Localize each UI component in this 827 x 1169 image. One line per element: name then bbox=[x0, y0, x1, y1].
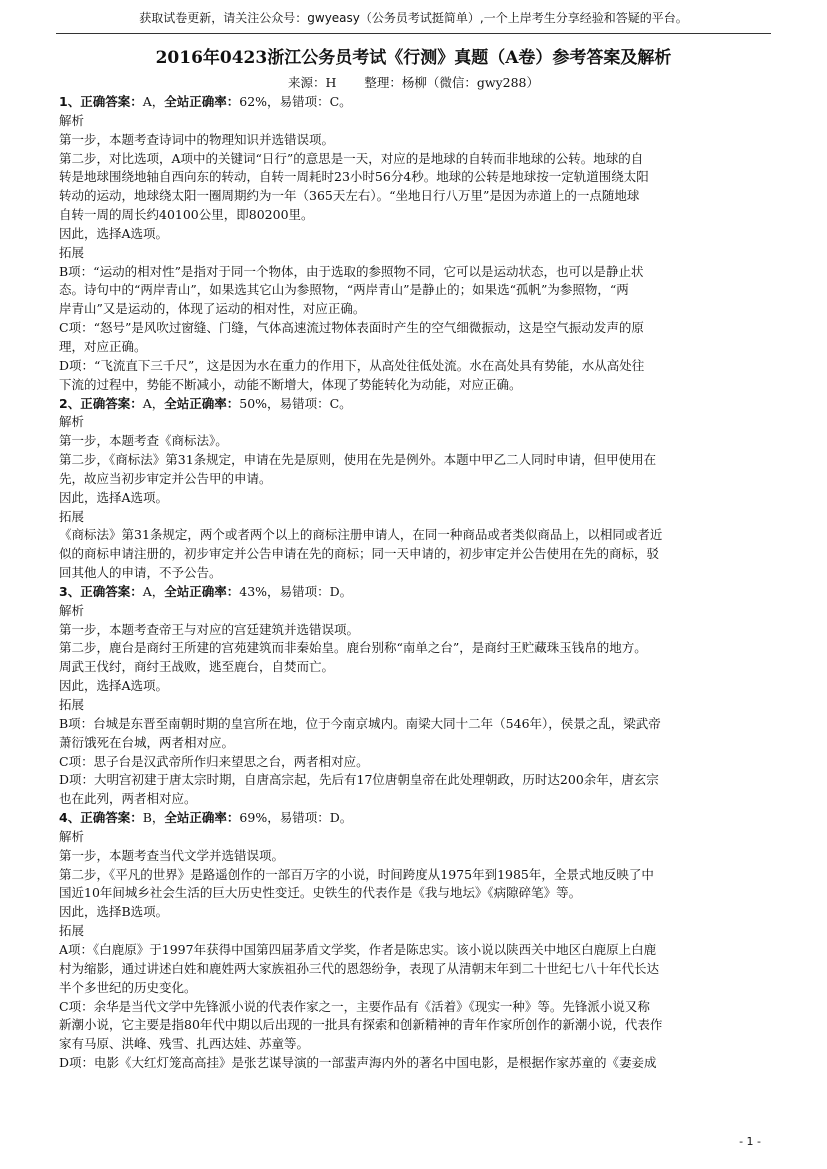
error-label: 易错项： bbox=[279, 583, 330, 599]
explanation-line: B项：台城是东晋至南朝时期的皇宫所在地，位于今南京城内。南梁大同十二年（546年），侯景之乱，梁武帝 bbox=[59, 715, 661, 731]
explanation-line: 第一步，本题考查诗词中的物理知识并选错误项。 bbox=[59, 131, 335, 147]
explanation-line: 第二步，《商标法》第31条规定，申请在先是原则，使用在先是例外。本题中甲乙二人同时申请，但甲使用在 bbox=[59, 452, 657, 468]
explanation-line: 第二步，鹿台是商纣王所建的宫苑建筑而非秦始皇。鹿台别称“南单之台”，是商纣王贮藏珠玉钱帛的地方。 bbox=[59, 640, 647, 656]
explanation-line: D项：电影《大红灯笼高高挂》是张艺谋导演的一部蜚声海内外的著名中国电影，是根据作家苏童的《妻妾成 bbox=[59, 1055, 657, 1071]
question-header bbox=[59, 395, 769, 414]
question-block bbox=[59, 583, 769, 809]
rate-label: 全站正确率： bbox=[164, 94, 240, 109]
document-title: 2016年0423浙江公务员考试《行测》真题（A卷）参考答案及解析 bbox=[155, 48, 672, 68]
explanation-line: 周武王伐纣，商纣王战败，逃至鹿台，自焚而亡。 bbox=[59, 659, 335, 675]
explanation-line: 第一步，本题考查当代文学并选错误项。 bbox=[59, 847, 285, 863]
explanation-line: 下流的过程中，势能不断减小，动能不断增大，体现了势能转化为动能，对应正确。 bbox=[59, 376, 522, 392]
explanation-line: 第一步，本题考查帝王与对应的宫廷建筑并选错误项。 bbox=[59, 621, 360, 637]
error-value: C。 bbox=[329, 94, 352, 109]
answer-label: 正确答案： bbox=[80, 395, 143, 411]
question-block bbox=[59, 93, 769, 395]
answer-explanations bbox=[59, 93, 769, 1073]
question-number: 2、 bbox=[59, 395, 81, 411]
error-value: D。 bbox=[329, 810, 353, 826]
answer-value: A， bbox=[142, 583, 165, 599]
explanation-line: 也在此列，两者相对应。 bbox=[59, 791, 197, 807]
header-divider bbox=[56, 33, 771, 34]
question-header bbox=[59, 93, 769, 112]
explanation-line: 第二步，《平凡的世界》是路遥创作的一部百万字的小说，时间跨度从1975年到1985年，全景式地反映了中 bbox=[59, 866, 654, 882]
explanation-line: 拓展 bbox=[59, 508, 85, 524]
question-header bbox=[59, 583, 769, 602]
explanation-line: 转动的运动，地球绕太阳一圈周期约为一年（365天左右）。“坐地日行八万里”是因为赤道上的一点随地球 bbox=[59, 188, 640, 204]
explanation-line: 解析 bbox=[59, 414, 85, 430]
explanation-line: 《商标法》第31条规定，两个或者两个以上的商标注册申请人，在同一种商品或者类似商品上，以相同或者近 bbox=[59, 527, 663, 543]
explanation-line: 解析 bbox=[59, 602, 85, 618]
explanation-line: 萧衍饿死在台城，两者相对应。 bbox=[59, 734, 235, 750]
error-value: C。 bbox=[329, 395, 352, 411]
error-value: D。 bbox=[329, 583, 353, 599]
error-label: 易错项： bbox=[279, 395, 330, 411]
question-block bbox=[59, 395, 769, 583]
explanation-line: 解析 bbox=[59, 828, 85, 844]
explanation-line: 国近10年间城乡社会生活的巨大历史性变迁。史铁生的代表作是《我与地坛》《病隙碎笔》等。 bbox=[59, 885, 582, 901]
explanation-line: 理，对应正确。 bbox=[59, 338, 147, 354]
explanation-line: 半个多世纪的历史变化。 bbox=[59, 979, 197, 995]
error-label: 易错项： bbox=[279, 810, 330, 826]
explanation-line: C项：思子台是汉武帝所作归来望思之台，两者相对应。 bbox=[59, 753, 369, 769]
rate-label: 全站正确率： bbox=[164, 395, 240, 411]
answer-label: 正确答案： bbox=[80, 810, 143, 826]
explanation-line: 态。诗句中的“两岸青山”，如果选其它山为参照物，“两岸青山”是静止的；如果选“孤帆”为参照物，“两 bbox=[59, 282, 629, 298]
explanation-line: 似的商标申请注册的，初步审定并公告申请在先的商标；同一天申请的，初步审定并公告使用在先的商标，驳 bbox=[59, 546, 660, 562]
rate-value: 43%， bbox=[239, 583, 280, 599]
source-editor: 整理：杨柳（微信：gwy288） bbox=[364, 75, 540, 90]
explanation-line: 家有马原、洪峰、残雪、扎西达娃、苏童等。 bbox=[59, 1036, 310, 1052]
answer-value: A， bbox=[142, 395, 165, 411]
explanation-line: 先，故应当初步审定并公告甲的申请。 bbox=[59, 470, 272, 486]
rate-value: 50%， bbox=[239, 395, 280, 411]
rate-value: 69%， bbox=[239, 810, 280, 826]
explanation-line: 拓展 bbox=[59, 923, 85, 939]
rate-label: 全站正确率： bbox=[164, 810, 240, 826]
answer-value: B， bbox=[142, 810, 165, 826]
document-source bbox=[0, 74, 827, 92]
explanation-line: 新潮小说，它主要是指80年代中期以后出现的一批具有探索和创新精神的青年作家所创作的新潮小说，代表作 bbox=[59, 1017, 663, 1033]
question-block bbox=[59, 809, 769, 1073]
question-number: 4、 bbox=[59, 810, 81, 826]
explanation-line: 因此，选择A选项。 bbox=[59, 678, 169, 694]
explanation-line: 回其他人的申请，不予公告。 bbox=[59, 565, 222, 581]
rate-label: 全站正确率： bbox=[164, 583, 240, 599]
answer-label: 正确答案： bbox=[80, 94, 143, 109]
explanation-line: 村为缩影，通过讲述白姓和鹿姓两大家族祖孙三代的恩怨纷争，表现了从清朝末年到二十世纪七八十年代长达 bbox=[59, 960, 660, 976]
explanation-line: 拓展 bbox=[59, 697, 85, 712]
error-label: 易错项： bbox=[279, 94, 330, 109]
explanation-line: 拓展 bbox=[59, 244, 85, 260]
explanation-line: 转是地球围绕地轴自西向东的转动，自转一周耗时23小时56分4秒。地球的公转是地球按一定轨道围绕太阳 bbox=[59, 169, 649, 185]
question-header bbox=[59, 809, 769, 828]
explanation-line: 自转一周的周长约40100公里，即80200里。 bbox=[59, 207, 314, 223]
explanation-line: A项：《白鹿原》于1997年获得中国第四届茅盾文学奖，作者是陈忠实。该小说以陕西关中地区白鹿原上白鹿 bbox=[59, 941, 657, 957]
source-origin: 来源：H bbox=[287, 75, 337, 90]
page-number: - 1 - bbox=[739, 1135, 761, 1148]
explanation-line: 第二步，对比选项，A项中的关键词“日行”的意思是一天，对应的是地球的自转而非地球的公转。地球的自 bbox=[59, 150, 644, 166]
explanation-line: 因此，选择A选项。 bbox=[59, 489, 169, 505]
question-number: 3、 bbox=[59, 583, 81, 599]
explanation-line: 岸青山”又是运动的，体现了运动的相对性，对应正确。 bbox=[59, 301, 366, 317]
explanation-line: D项：“飞流直下三千尺”，这是因为水在重力的作用下，从高处往低处流。水在高处具有势能，水从高处往 bbox=[59, 357, 645, 373]
rate-value: 62%， bbox=[239, 94, 280, 109]
explanation-line: 第一步，本题考查《商标法》。 bbox=[59, 433, 228, 449]
answer-value: A， bbox=[142, 94, 165, 109]
explanation-line: C项：“怒号”是风吹过窗缝、门缝，气体高速流过物体表面时产生的空气细微振动，这是空气振动发声的原 bbox=[59, 320, 644, 336]
explanation-line: 因此，选择A选项。 bbox=[59, 225, 169, 241]
explanation-line: 解析 bbox=[59, 112, 85, 128]
question-number: 1、 bbox=[59, 94, 81, 109]
explanation-line: D项：大明宫初建于唐太宗时期，自唐高宗起，先后有17位唐朝皇帝在此处理朝政，历时达200余年，唐玄宗 bbox=[59, 772, 659, 788]
answer-label: 正确答案： bbox=[80, 583, 143, 599]
header-note: 获取试卷更新，请关注公众号：gwyeasy（公务员考试挺简单）,一个上岸考生分享经验和答疑的平台。 bbox=[139, 11, 688, 25]
explanation-line: 因此，选择B选项。 bbox=[59, 904, 169, 920]
explanation-line: B项：“运动的相对性”是指对于同一个物体，由于选取的参照物不同，它可以是运动状态，也可以是静止状 bbox=[59, 263, 644, 279]
explanation-line: C项：余华是当代文学中先锋派小说的代表作家之一，主要作品有《活着》《现实一种》等。先锋派小说又称 bbox=[59, 998, 650, 1014]
